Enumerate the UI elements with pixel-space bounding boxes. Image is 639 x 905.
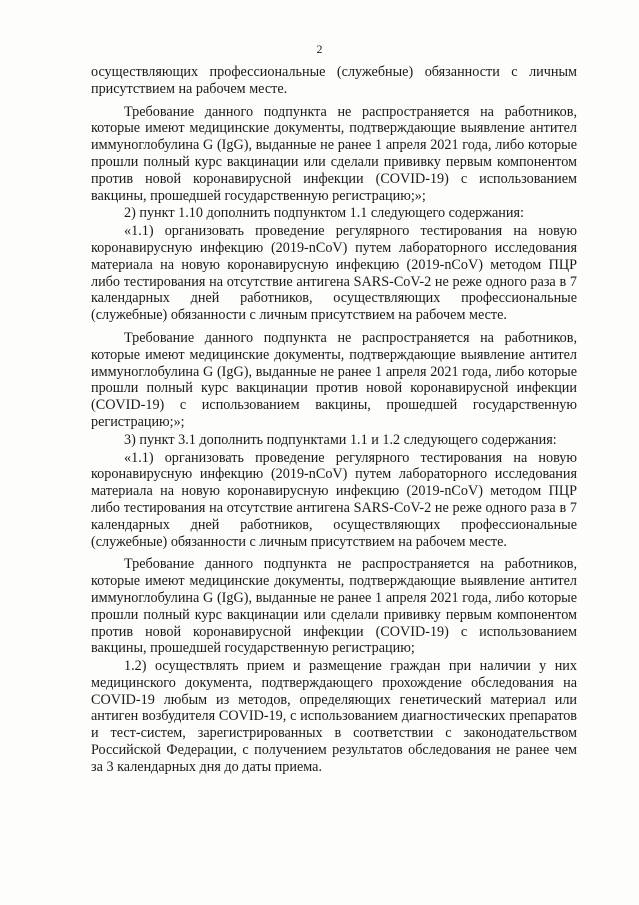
paragraph-exemption-3: Требование данного подпункта не распространяется на работников, которые имеют медицинские документы, подтверждающие выявление антител иммуноглобулина G (IgG), выданные не ранее 1 апреля 2021 года, либо которые прошли полный курс вакцинации или сделали прививку первым компонентом против новой коронавирусной инфекции (COVID-19) с использованием вакцины, прошедшей государственную регистрацию; bbox=[91, 556, 577, 657]
page-number: 2 bbox=[316, 42, 323, 56]
paragraph-exemption-2: Требование данного подпункта не распространяется на работников, которые имеют медицинские документы, подтверждающие выявление антител иммуноглобулина G (IgG), выданные не ранее 1 апреля 2021 года, либо которые прошли полный курс вакцинации против новой коронавирусной инфекции (COVID-19) с использованием вакцины, прошедшей государственную регистрацию;»; bbox=[91, 329, 577, 430]
paragraph-item-3: 3) пункт 3.1 дополнить подпунктами 1.1 и 1.2 следующего содержания: bbox=[124, 431, 557, 448]
paragraph-subitem-1-1-a: «1.1) организовать проведение регулярного тестирования на новую коронавирусную инфекцию (2019-nCoV) путем лабораторного исследования материала на новую коронавирусную инфекцию (2019-nCoV) методом ПЦР либо тестирования на отсутствие антигена SARS-CoV-2 не реже одного раза в 7 календарных дней работников, осуществляющих профессиональные (служебные) обязанности с личным присутствием на рабочем месте. bbox=[91, 223, 577, 324]
paragraph-continuation: осуществляющих профессиональные (служебные) обязанности с личным присутствием на рабочем месте. bbox=[91, 64, 577, 97]
paragraph-subitem-1-1-b: «1.1) организовать проведение регулярного тестирования на новую коронавирусную инфекцию (2019-nCoV) путем лабораторного исследования материала на новую коронавирусную инфекцию (2019-nCoV) методом ПЦР либо тестирования на отсутствие антигена SARS-CoV-2 не реже одного раза в 7 календарных дней работников, осуществляющих профессиональные (служебные) обязанности с личным присутствием на рабочем месте. bbox=[91, 449, 577, 550]
document-body bbox=[91, 64, 577, 777]
paragraph-exemption-1: Требование данного подпункта не распространяется на работников, которые имеют медицинские документы, подтверждающие выявление антител иммуноглобулина G (IgG), выданные не ранее 1 апреля 2021 года, либо которые прошли полный курс вакцинации или сделали прививку первым компонентом против новой коронавирусной инфекции (COVID-19) с использованием вакцины, прошедшей государственную регистрацию;»; bbox=[91, 103, 577, 204]
paragraph-subitem-1-2: 1.2) осуществлять прием и размещение граждан при наличии у них медицинского документа, подтверждающего прохождение обследования на COVID-19 любым из методов, определяющих генетический материал или антиген возбудителя COVID-19, с использованием диагностических препаратов и тест-систем, зарегистрированных в соответствии с законодательством Российской Федерации, с получением результатов обследования не ранее чем за 3 календарных дня до даты приема. bbox=[91, 658, 577, 775]
paragraph-item-2: 2) пункт 1.10 дополнить подпунктом 1.1 следующего содержания: bbox=[124, 205, 524, 222]
